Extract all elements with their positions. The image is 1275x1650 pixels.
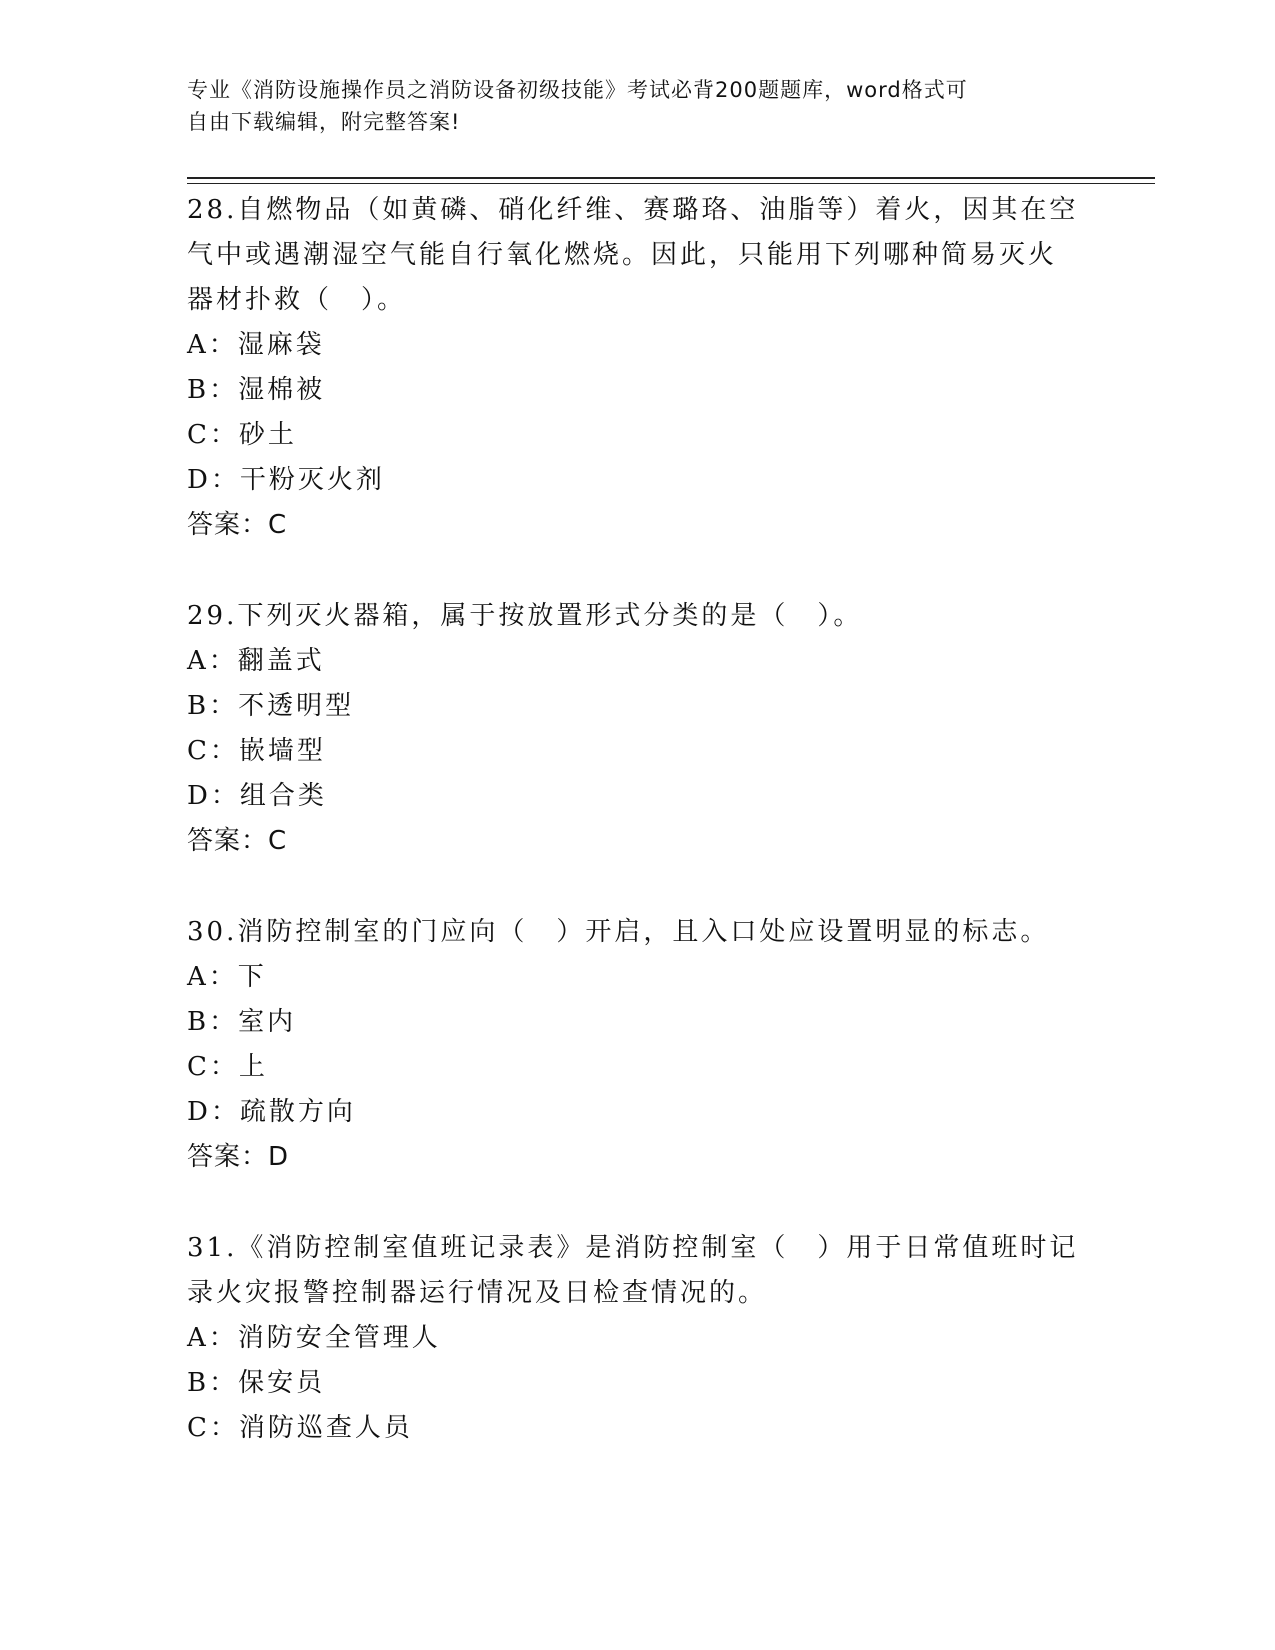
option-c: C：嵌墙型 xyxy=(187,736,326,766)
question-30 xyxy=(187,910,1087,1180)
option-a: A：下 xyxy=(187,962,267,992)
option-b: B：湿棉被 xyxy=(187,375,326,405)
option-d: D：疏散方向 xyxy=(187,1097,356,1127)
option-c: C：上 xyxy=(187,1052,268,1082)
question-stem-line: 器材扑救（ ）。 xyxy=(187,285,407,315)
question-28 xyxy=(187,188,1087,548)
option-a: A：消防安全管理人 xyxy=(187,1323,441,1353)
question-stem-line: 30.消防控制室的门应向（ ）开启，且入口处应设置明显的标志。 xyxy=(187,917,1050,947)
question-stem-line: 录火灾报警控制器运行情况及日检查情况的。 xyxy=(187,1278,768,1308)
answer-line: 答案：C xyxy=(187,510,288,540)
header-rule-thin xyxy=(187,183,1155,184)
option-c: C：砂土 xyxy=(187,420,297,450)
option-a: A：翻盖式 xyxy=(187,646,325,676)
option-a: A：湿麻袋 xyxy=(187,330,325,360)
option-d: D：组合类 xyxy=(187,781,327,811)
option-c: C：消防巡查人员 xyxy=(187,1413,413,1443)
question-gap xyxy=(187,1180,1087,1226)
question-gap xyxy=(187,864,1087,910)
question-stem-line: 29.下列灭火器箱，属于按放置形式分类的是（ ）。 xyxy=(187,601,863,631)
question-29 xyxy=(187,594,1087,864)
header-line-1: 专业《消防设施操作员之消防设备初级技能》考试必背200题题库，word格式可 xyxy=(187,78,968,102)
header-line-2: 自由下载编辑，附完整答案! xyxy=(187,110,461,134)
question-stem-line: 28.自燃物品（如黄磷、硝化纤维、赛璐珞、油脂等）着火，因其在空 xyxy=(187,195,1079,225)
question-list xyxy=(187,188,1087,1451)
header-rule-thick xyxy=(187,177,1155,179)
answer-line: 答案：D xyxy=(187,1142,290,1172)
answer-line: 答案：C xyxy=(187,826,288,856)
option-b: B：保安员 xyxy=(187,1368,326,1398)
option-d: D：干粉灭火剂 xyxy=(187,465,385,495)
question-stem-line: 31.《消防控制室值班记录表》是消防控制室（ ）用于日常值班时记 xyxy=(187,1233,1079,1263)
option-b: B：室内 xyxy=(187,1007,297,1037)
option-b: B：不透明型 xyxy=(187,691,355,721)
question-stem-line: 气中或遇潮湿空气能自行氧化燃烧。因此，只能用下列哪种简易灭火 xyxy=(187,240,1058,270)
question-31 xyxy=(187,1226,1087,1451)
question-gap xyxy=(187,548,1087,594)
document-header xyxy=(187,74,1087,138)
